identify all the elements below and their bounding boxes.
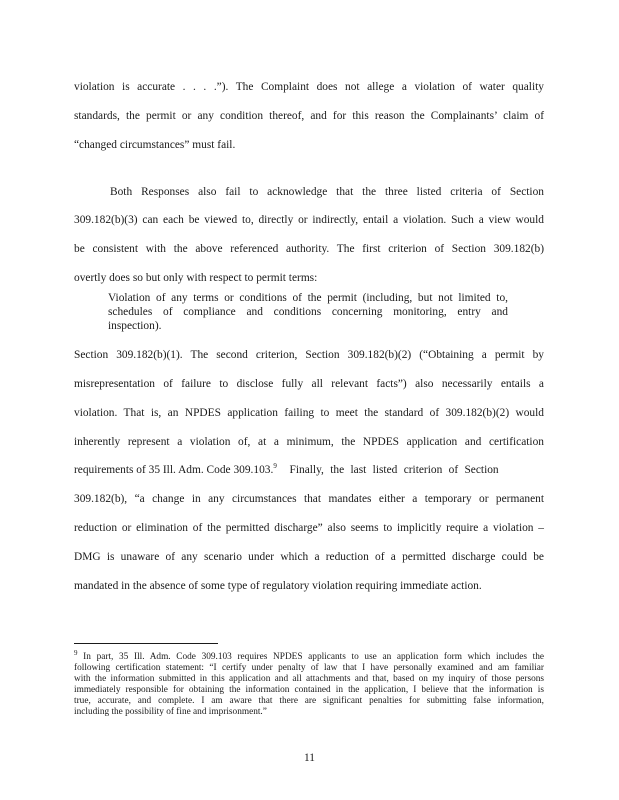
body-line: standards, the permit or any condition thereof, and for this reason the Complainants’ claim of [74,110,544,122]
body-line: inherently represent a violation of, at a minimum, the NPDES application and certification [74,436,544,448]
footnote-line: including the possibility of fine and imprisonment.” [74,707,267,717]
body-line: DMG is unaware of any scenario under which a reduction of a permitted discharge could be [74,551,544,563]
body-line: 309.182(b), “a change in any circumstances that mandates either a temporary or permanent [74,493,544,505]
page-number: 11 [304,752,315,764]
footnote-line: with the information submitted in this application and all attachments and that, based on my inquiry of those persons [74,674,544,684]
body-line: violation. That is, an NPDES application failing to meet the standard of 309.182(b)(2) would [74,407,544,419]
body-line: mandated in the absence of some type of regulatory violation requiring immediate action. [74,580,482,592]
footnote-reference: 9 [273,462,277,471]
body-line: Section 309.182(b)(1). The second criterion, Section 309.182(b)(2) (“Obtaining a permit by [74,349,544,361]
footnote-line: immediately responsible for obtaining the information contained in the application, I believe that the information is [74,685,544,695]
footnote-line [74,648,544,663]
footnote-marker: 9 [74,648,78,657]
body-line-part: requirements of 35 Ill. Adm. Code 309.103. [74,464,274,476]
footnote-line: true, accurate, and complete. I am aware that there are significant penalties for submitting false information, [74,696,544,706]
block-quote-line: inspection). [108,320,162,332]
body-line: reduction or elimination of the permitted discharge” also seems to implicitly require a violation – [74,522,544,534]
body-line: 309.182(b)(3) can each be viewed to, directly or indirectly, entail a violation. Such a view would [74,214,544,226]
body-line: Both Responses also fail to acknowledge that the three listed criteria of Section [110,186,544,198]
body-line-part: Finally, the last listed criterion of Section [276,464,499,476]
block-quote-line: schedules of compliance and conditions concerning monitoring, entry and [108,306,508,318]
body-line: overtly does so but only with respect to permit terms: [74,272,318,284]
block-quote-line: Violation of any terms or conditions of the permit (including, but not limited to, [108,292,508,304]
body-line: misrepresentation of failure to disclose fully all relevant facts”) also necessarily entails a [74,378,544,390]
footnote-separator [74,643,218,644]
footnote-line: following certification statement: “I certify under penalty of law that I have personally examined and am familiar [74,663,544,673]
body-line: “changed circumstances” must fail. [74,139,236,151]
body-line [74,463,544,477]
body-line: violation is accurate . . . .”). The Complaint does not allege a violation of water quality [74,81,544,93]
body-line: be consistent with the above referenced authority. The first criterion of Section 309.182(b) [74,243,544,255]
footnote-text: In part, 35 Ill. Adm. Code 309.103 requires NPDES applicants to use an application form which includes the [77,652,544,662]
